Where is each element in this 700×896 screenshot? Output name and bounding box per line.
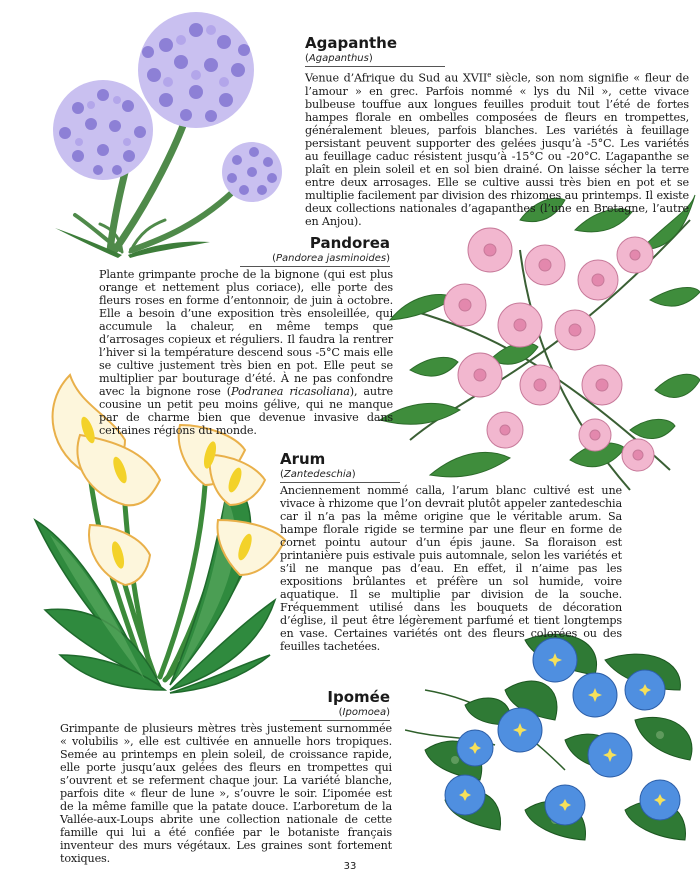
pandorea-heading	[240, 234, 390, 267]
ipomee-illustration	[405, 630, 700, 860]
arum-separator	[280, 482, 400, 483]
ipomee-body: Grimpante de plusieurs mètres très justement surnommée « volubilis », elle est cultivée en annuelle hors tropiques. Semée au printemps en plein soleil, de croissance rapide, elle porte jusqu’aux gelées des fleurs en trompettes qui s’ouvrent et se referment chaque jour. La variété blanche, parfois dite « fleur de lune », s’ouvre le soir. L’ipomée est de la même famille que la patate douce. L’arboretum de la Vallée-aux-Loups abrite une collection nationale de cette famille qui lui a été confiée par le botaniste français inventeur des murs végétaux. Les graines sont fortement toxiques.	[60, 722, 392, 865]
ipomee-latin: ( Ipomoea )	[290, 706, 390, 719]
page-number: 33	[343, 861, 357, 872]
agapanthe-body: Venue d’Afrique du Sud au XVIIe siècle, son nom signifie « fleur de l’amour » en grec. Parfois nommé « lys du Nil », cette vivace bulbeuse touffue aux longues feuilles produit tout l’été de fortes hampes florale en ombelles composées de fleurs en trompettes, généralement bleues, parfois blanches. Les variétés à feuillage persistant peuvent supporter des gelées jusqu’à -5°C. Les variétés au feuillage caduc résistent jusqu’à -15°C ou -20°C. L’agapanthe se plaît en plein soleil et en sol bien drainé. On laisse sécher la terre entre deux arrosages. Elle se cultive aussi très bien en pot et se multiplie facilement par division des rhizomes au printemps. Il existe deux collections nationales d’agapanthes (l’une en Bretagne, l’autre en Anjou).	[305, 71, 690, 228]
agapanthe-illustration	[40, 10, 305, 260]
agapanthe-latin: ( Agapanthus )	[305, 52, 445, 65]
arum-heading	[280, 450, 400, 483]
arum-latin: ( Zantedeschia )	[280, 468, 400, 481]
agapanthe-title: Agapanthe	[305, 34, 398, 52]
pandorea-illustration	[370, 190, 700, 505]
pandorea-separator	[240, 266, 390, 267]
ipomee-heading	[290, 688, 390, 721]
pandorea-title: Pandorea	[309, 234, 390, 252]
pandorea-latin: ( Pandorea jasminoides )	[240, 252, 390, 265]
ipomee-title: Ipomée	[327, 688, 390, 706]
agapanthe-heading	[305, 34, 445, 67]
arum-title: Arum	[280, 450, 326, 468]
pandorea-body: Plante grimpante proche de la bignone (qui est plus orange et nettement plus coriace), elle porte des fleurs roses en forme d’entonnoir, de juin à octobre. Elle a besoin d’une exposition très ensoleillée, qui accumule la chaleur, en même temps que d’arrosages copieux et réguliers. Il faudra la rentrer l’hiver si la température descend sous -5°C mais elle se cultive justement très bien en pot. Elle peut se multiplier par bouturage d’été. À ne pas confondre avec la bignone rose (Podranea ricasoliana), autre cousine un petit peu moins gélive, qui ne manque par de charme bien que devenue invasive dans certaines régions du monde.	[99, 268, 393, 437]
ipomee-separator	[290, 720, 390, 721]
arum-body: Anciennement nommé calla, l’arum blanc cultivé est une vivace à rhizome que l’on devrait plutôt appeler zantedeschia car il n’a pas la même origine que le véritable arum. Sa hampe florale rigide se termine par une fleur en forme de cornet pointu autour d’un épis jaune. Sa floraison est printanière puis estivale puis automnale, selon les variétés et s’il ne manque pas d’eau. En effet, il n’aime pas les expositions brûlantes et préfère un sol humide, voire aquatique. Il se multiplie par division de la souche. Fréquemment utilisé dans les bouquets de décoration d’église, il peut être légèrement parfumé et tient longtemps en vase. Certaines variétés ont des fleurs colorées ou des feuilles tachetées.	[280, 484, 622, 653]
agapanthe-separator	[305, 66, 445, 67]
